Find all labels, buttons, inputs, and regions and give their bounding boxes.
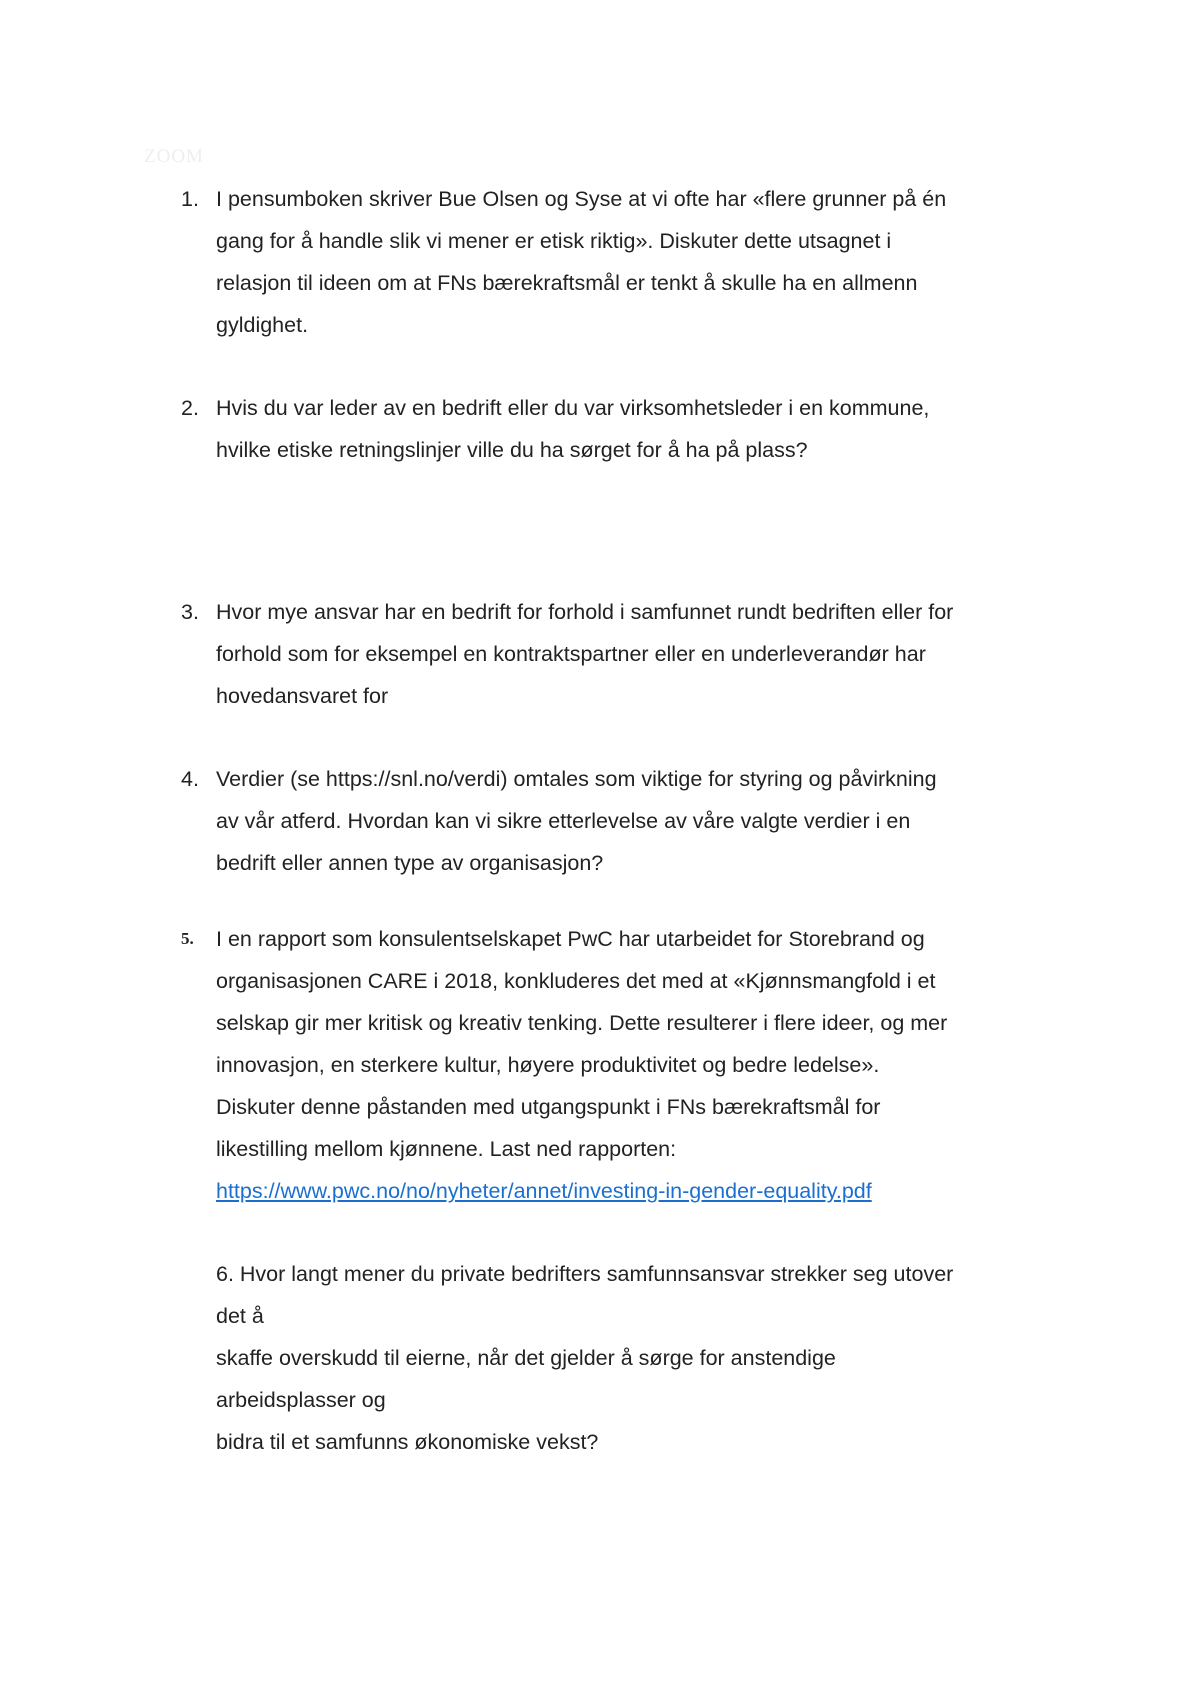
text-line: I pensumboken skriver Bue Olsen og Syse at vi ofte har «flere grunner på én bbox=[216, 187, 947, 211]
question-number: 1. bbox=[181, 187, 199, 211]
question-number: 3. bbox=[181, 600, 199, 624]
text-line: gang for å handle slik vi mener er etisk riktig». Diskuter dette utsagnet i bbox=[216, 229, 892, 253]
text-line: 6. Hvor langt mener du private bedrifters samfunnsansvar strekker seg utover bbox=[216, 1262, 954, 1286]
question-text bbox=[216, 178, 1056, 346]
text-line: Diskuter denne påstanden med utgangspunkt i FNs bærekraftsmål for bbox=[216, 1095, 881, 1119]
text-line: gyldighet. bbox=[216, 313, 309, 337]
text-line: Hvis du var leder av en bedrift eller du var virksomhetsleder i en kommune, bbox=[216, 396, 930, 420]
text-line: likestilling mellom kjønnene. Last ned rapporten: bbox=[216, 1137, 677, 1161]
report-link[interactable]: https://www.pwc.no/no/nyheter/annet/investing-in-gender-equality.pdf bbox=[216, 1179, 872, 1203]
text-line: hovedansvaret for bbox=[216, 684, 389, 708]
question-number: 5. bbox=[181, 929, 194, 948]
text-line: skaffe overskudd til eierne, når det gjelder å sørge for anstendige bbox=[216, 1346, 836, 1370]
text-line: organisasjonen CARE i 2018, konkluderes det med at «Kjønnsmangfold i et bbox=[216, 969, 936, 993]
question-number: 2. bbox=[181, 396, 199, 420]
zoom-watermark: ZOOM bbox=[144, 146, 204, 167]
question-text bbox=[216, 758, 1056, 884]
text-line: bidra til et samfunns økonomiske vekst? bbox=[216, 1430, 599, 1454]
question-text bbox=[216, 1253, 1056, 1463]
text-line: arbeidsplasser og bbox=[216, 1388, 386, 1412]
text-line: innovasjon, en sterkere kultur, høyere produktivitet og bedre ledelse». bbox=[216, 1053, 880, 1077]
question-text bbox=[216, 918, 1056, 1212]
text-line: hvilke etiske retningslinjer ville du ha sørget for å ha på plass? bbox=[216, 438, 808, 462]
text-line: forhold som for eksempel en kontraktspartner eller en underleverandør har bbox=[216, 642, 926, 666]
question-number: 4. bbox=[181, 767, 199, 791]
text-line: av vår atferd. Hvordan kan vi sikre etterlevelse av våre valgte verdier i en bbox=[216, 809, 911, 833]
text-line: selskap gir mer kritisk og kreativ tenking. Dette resulterer i flere ideer, og mer bbox=[216, 1011, 948, 1035]
question-text bbox=[216, 387, 1056, 471]
text-line: relasjon til ideen om at FNs bærekraftsmål er tenkt å skulle ha en allmenn bbox=[216, 271, 918, 295]
text-line: Hvor mye ansvar har en bedrift for forhold i samfunnet rundt bedriften eller for bbox=[216, 600, 954, 624]
question-text bbox=[216, 591, 1056, 717]
text-line: det å bbox=[216, 1304, 264, 1328]
text-line: I en rapport som konsulentselskapet PwC har utarbeidet for Storebrand og bbox=[216, 927, 925, 951]
text-line: Verdier (se https://snl.no/verdi) omtales som viktige for styring og påvirkning bbox=[216, 767, 937, 791]
text-line: bedrift eller annen type av organisasjon? bbox=[216, 851, 604, 875]
